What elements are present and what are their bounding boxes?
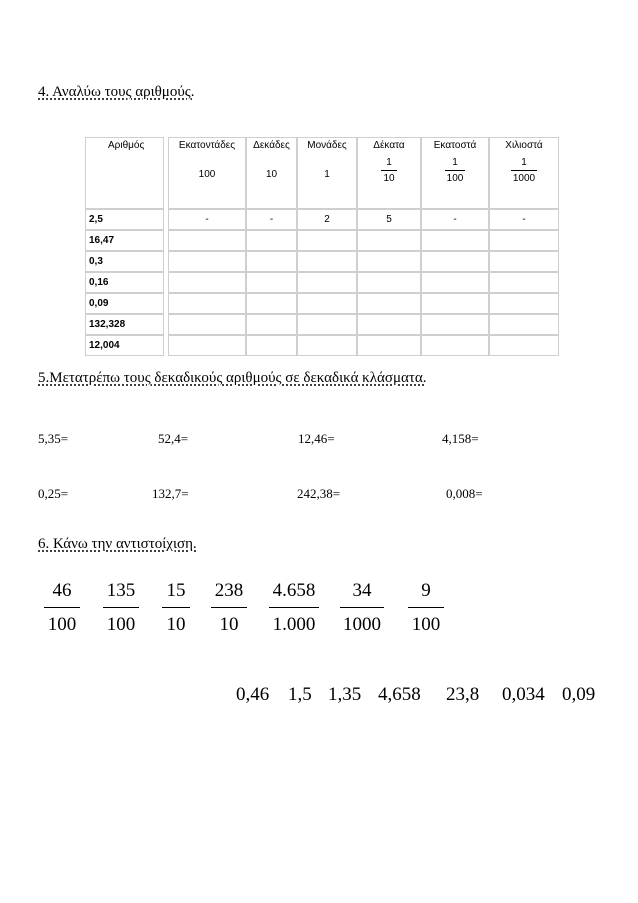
fraction-bar [445, 170, 466, 171]
cell-thousandths[interactable] [489, 272, 559, 293]
table-row [85, 272, 559, 293]
fraction-numerator: 34 [352, 580, 372, 601]
table-row [85, 251, 559, 272]
equation[interactable]: 12,46= [298, 431, 335, 446]
cell-hundreds[interactable] [168, 272, 246, 293]
header-tens-value: 10 [265, 169, 278, 180]
fraction-denominator: 100 [47, 614, 77, 635]
fraction-card[interactable] [211, 580, 247, 636]
cell-thousandths[interactable] [489, 230, 559, 251]
cell-thousandths: - [489, 209, 559, 230]
equation[interactable]: 52,4= [158, 431, 189, 446]
cell-tenths[interactable] [357, 293, 421, 314]
fraction-numerator: 1 [452, 157, 458, 168]
cell-hundredths[interactable] [421, 314, 489, 335]
fraction-denominator: 1.000 [272, 614, 316, 635]
fraction-numerator: 1 [521, 157, 527, 168]
fraction-card[interactable] [44, 580, 80, 636]
table-row [85, 293, 559, 314]
cell-hundreds[interactable] [168, 335, 246, 356]
cell-tenths[interactable] [357, 272, 421, 293]
table-row [85, 230, 559, 251]
fraction-card[interactable] [340, 580, 384, 636]
cell-tens[interactable] [246, 293, 297, 314]
equation[interactable]: 242,38= [297, 486, 341, 501]
row-number: 0,09 [85, 293, 164, 314]
decimal-value[interactable]: 23,8 [446, 684, 480, 705]
header-thousandths [489, 137, 559, 209]
cell-thousandths[interactable] [489, 251, 559, 272]
fraction-denominator: 10 [383, 173, 395, 184]
fraction-numerator: 9 [421, 580, 431, 601]
table-row [85, 314, 559, 335]
cell-hundreds[interactable] [168, 251, 246, 272]
row-number: 0,3 [85, 251, 164, 272]
decimal-value[interactable]: 0,46 [236, 684, 270, 705]
exercise-4-title: 4. Αναλύω τους αριθμούς. [38, 84, 195, 100]
header-tens [246, 137, 297, 209]
header-hundreds-value: 100 [198, 169, 216, 180]
fraction-bar [211, 607, 247, 608]
cell-hundredths[interactable] [421, 293, 489, 314]
header-tens-label: Δεκάδες [253, 140, 290, 151]
cell-tenths[interactable] [357, 335, 421, 356]
cell-hundredths[interactable] [421, 335, 489, 356]
cell-tenths: 5 [357, 209, 421, 230]
cell-thousandths[interactable] [489, 314, 559, 335]
fraction-denominator: 10 [219, 614, 239, 635]
header-units-label: Μονάδες [307, 140, 347, 151]
row-number: 12,004 [85, 335, 164, 356]
row-number: 0,16 [85, 272, 164, 293]
fraction-bar [511, 170, 537, 171]
decimal-value[interactable]: 1,5 [288, 684, 312, 705]
cell-hundreds[interactable] [168, 230, 246, 251]
fraction-card[interactable] [269, 580, 319, 636]
exercise-5-title: 5.Μετατρέπω τους δεκαδικούς αριθμούς σε δεκαδικά κλάσματα. [38, 370, 427, 386]
fraction-card[interactable] [103, 580, 139, 636]
fraction-numerator: 238 [214, 580, 244, 601]
cell-hundreds[interactable] [168, 314, 246, 335]
equation[interactable]: 5,35= [38, 431, 69, 446]
header-tenths [357, 137, 421, 209]
cell-tenths[interactable] [357, 251, 421, 272]
equation[interactable]: 0,008= [446, 486, 483, 501]
decomposition-table-wrapper [85, 137, 559, 356]
fraction-bar [269, 607, 319, 608]
header-number [85, 137, 164, 209]
fraction-denominator: 1000 [512, 173, 536, 184]
exercise-6-title: 6. Κάνω την αντιστοίχιση. [38, 536, 197, 552]
fraction-denominator: 10 [166, 614, 186, 635]
fraction-numerator: 15 [166, 580, 186, 601]
header-thousandths-fraction [511, 157, 537, 184]
header-units [297, 137, 357, 209]
row-number: 16,47 [85, 230, 164, 251]
header-number-label: Αριθμός [108, 140, 145, 151]
cell-units: 2 [297, 209, 357, 230]
fraction-bar [162, 607, 190, 608]
cell-tenths[interactable] [357, 230, 421, 251]
fraction-numerator: 46 [52, 580, 72, 601]
fraction-bar [340, 607, 384, 608]
decimal-value[interactable]: 4,658 [378, 684, 421, 705]
cell-units[interactable] [297, 230, 357, 251]
table-row [85, 335, 559, 356]
cell-tens[interactable] [246, 251, 297, 272]
decomposition-table [85, 137, 559, 356]
cell-hundreds[interactable] [168, 293, 246, 314]
equation[interactable]: 132,7= [152, 486, 189, 501]
cell-tens[interactable] [246, 230, 297, 251]
header-hundredths [421, 137, 489, 209]
equation[interactable]: 4,158= [442, 431, 479, 446]
header-hundreds-label: Εκατοντάδες [178, 140, 236, 151]
cell-tens: - [246, 209, 297, 230]
decimal-value[interactable]: 0,034 [502, 684, 545, 705]
row-number: 132,328 [85, 314, 164, 335]
header-thousandths-label: Χιλιοστά [505, 140, 543, 151]
header-hundredths-label: Εκατοστά [433, 140, 477, 151]
cell-hundredths[interactable] [421, 251, 489, 272]
cell-units[interactable] [297, 314, 357, 335]
header-hundredths-fraction [445, 157, 466, 184]
fraction-denominator: 100 [106, 614, 136, 635]
fraction-bar [381, 170, 396, 171]
fraction-numerator: 4.658 [272, 580, 316, 601]
header-hundreds [168, 137, 246, 209]
cell-hundredths[interactable] [421, 230, 489, 251]
cell-thousandths[interactable] [489, 293, 559, 314]
fraction-numerator: 1 [386, 157, 392, 168]
cell-tens[interactable] [246, 272, 297, 293]
cell-tens[interactable] [246, 314, 297, 335]
fraction-bar [44, 607, 80, 608]
cell-units[interactable] [297, 272, 357, 293]
fraction-numerator: 135 [106, 580, 136, 601]
equation[interactable]: 0,25= [38, 486, 69, 501]
fraction-card[interactable] [408, 580, 444, 636]
fraction-denominator: 100 [446, 173, 464, 184]
decimal-value[interactable]: 1,35 [328, 684, 362, 705]
table-header-row [85, 137, 559, 209]
fraction-card[interactable] [162, 580, 190, 636]
fraction-bar [408, 607, 444, 608]
cell-units[interactable] [297, 251, 357, 272]
cell-units[interactable] [297, 293, 357, 314]
table-row [85, 209, 559, 230]
cell-hundredths[interactable] [421, 272, 489, 293]
cell-thousandths[interactable] [489, 335, 559, 356]
cell-tenths[interactable] [357, 314, 421, 335]
cell-hundredths: - [421, 209, 489, 230]
row-number: 2,5 [85, 209, 164, 230]
header-tenths-fraction [381, 157, 396, 184]
fraction-denominator: 1000 [343, 614, 381, 635]
cell-units[interactable] [297, 335, 357, 356]
header-units-value: 1 [324, 169, 330, 180]
cell-tens[interactable] [246, 335, 297, 356]
decimal-value[interactable]: 0,09 [562, 684, 596, 705]
header-tenths-label: Δέκατα [373, 140, 405, 151]
fraction-denominator: 100 [411, 614, 441, 635]
fraction-bar [103, 607, 139, 608]
cell-hundreds: - [168, 209, 246, 230]
